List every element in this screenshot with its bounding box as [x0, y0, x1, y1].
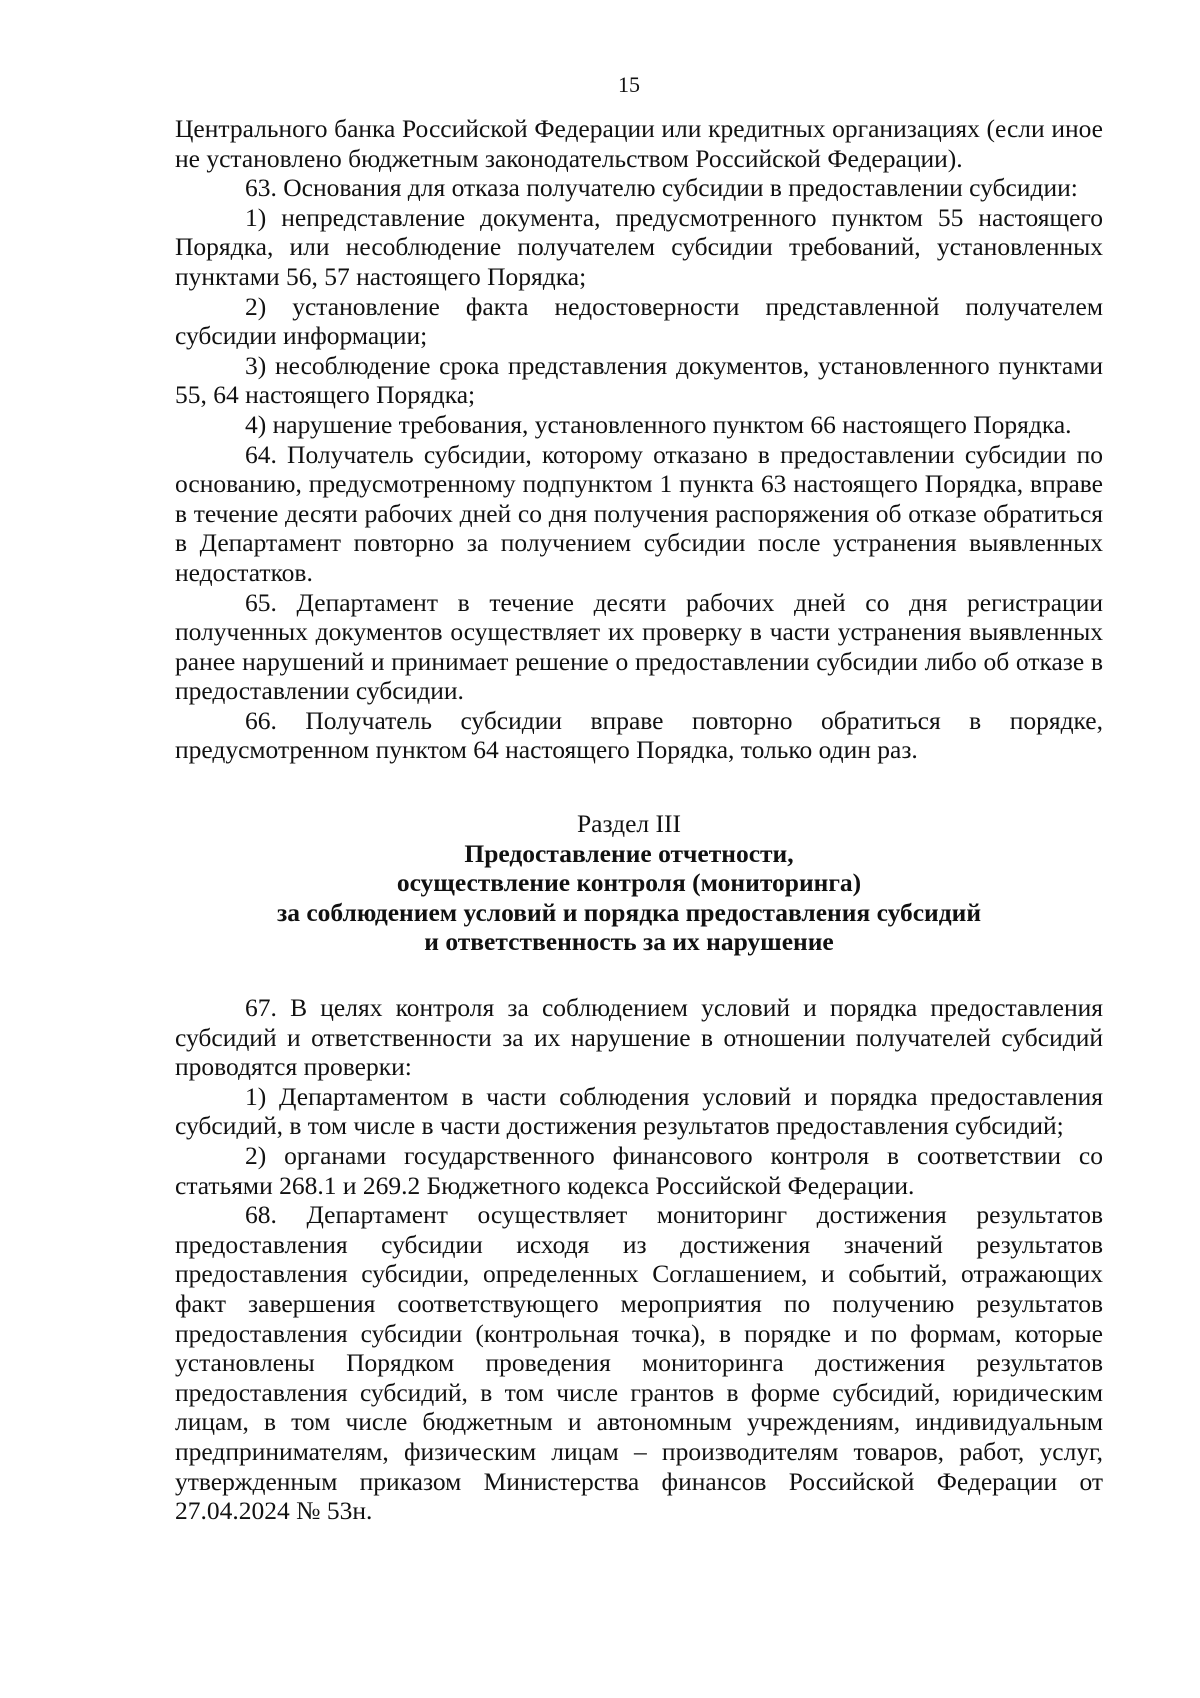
section-title-line: и ответственность за их нарушение: [424, 927, 834, 957]
paragraph: 1) непредставление документа, предусмотренного пунктом 55 настоящего Порядка, или несоблюдение получателем субсидии требований, установленных пунктами 56, 57 настоящего Порядка;: [175, 202, 1103, 291]
paragraph: 67. В целях контроля за соблюдением условий и порядка предоставления субсидий и ответственности за их нарушение в отношении получателей субсидий проводятся проверки:: [175, 993, 1103, 1082]
section-title-line: осуществление контроля (мониторинга): [396, 868, 862, 898]
paragraphs-bottom: [175, 993, 1103, 1526]
paragraph: 63. Основания для отказа получателю субсидии в предоставлении субсидии:: [245, 173, 1078, 203]
paragraph: Центрального банка Российской Федерации или кредитных организациях (если иное не установлено бюджетным законодательством Российской Федерации).: [175, 114, 1103, 173]
paragraph: 64. Получатель субсидии, которому отказано в предоставлении субсидии по основанию, предусмотренному подпунктом 1 пункта 63 настоящего Порядка, вправе в течение десяти рабочих дней со дня получения распоряжения об отказе обратиться в Департамент повторно за получением субсидии после устранения выявленных недостатков.: [175, 439, 1103, 587]
paragraph: 65. Департамент в течение десяти рабочих дней со дня регистрации полученных документов осуществляет их проверку в части устранения выявленных ранее нарушений и принимает решение о предоставлении субсидии либо об отказе в предоставлении субсидии.: [175, 587, 1103, 706]
section-number: Раздел III: [577, 809, 681, 839]
paragraph: 4) нарушение требования, установленного пунктом 66 настоящего Порядка.: [245, 409, 1072, 439]
section-title-line: за соблюдением условий и порядка предоставления субсидий: [276, 897, 982, 927]
page-number: 15: [618, 72, 640, 97]
paragraph: 2) органами государственного финансового контроля в соответствии со статьями 268.1 и 269.2 Бюджетного кодекса Российской Федерации.: [175, 1141, 1103, 1200]
section-heading: [155, 809, 1103, 957]
section-title: [155, 839, 1103, 957]
paragraphs-top: [175, 114, 1103, 765]
paragraph: 3) несоблюдение срока представления документов, установленного пунктами 55, 64 настоящего Порядка;: [175, 350, 1103, 410]
paragraph: 2) установление факта недостоверности представленной получателем субсидии информации;: [175, 291, 1103, 351]
document-body: [175, 114, 1103, 1526]
paragraph: 1) Департаментом в части соблюдения условий и порядка предоставления субсидий, в том числе в части достижения результатов предоставления субсидий;: [175, 1081, 1103, 1141]
paragraph: 68. Департамент осуществляет мониторинг достижения результатов предоставления субсидии исходя из достижения значений результатов предоставления субсидии, определенных Соглашением, и событий, отражающих факт завершения соответствующего мероприятия по получению результатов предоставления субсидии (контрольная точка), в порядке и по формам, которые установлены Порядком проведения мониторинга достижения результатов предоставления субсидий, в том числе грантов в форме субсидий, юридическим лицам, в том числе бюджетным и автономным учреждениям, индивидуальным предпринимателям, физическим лицам – производителям товаров, работ, услуг, утвержденным приказом Министерства финансов Российской Федерации от 27.04.2024 № 53н.: [175, 1200, 1103, 1526]
section-title-line: Предоставление отчетности,: [464, 838, 794, 868]
paragraph: 66. Получатель субсидии вправе повторно обратиться в порядке, предусмотренном пунктом 64 настоящего Порядка, только один раз.: [175, 705, 1103, 765]
